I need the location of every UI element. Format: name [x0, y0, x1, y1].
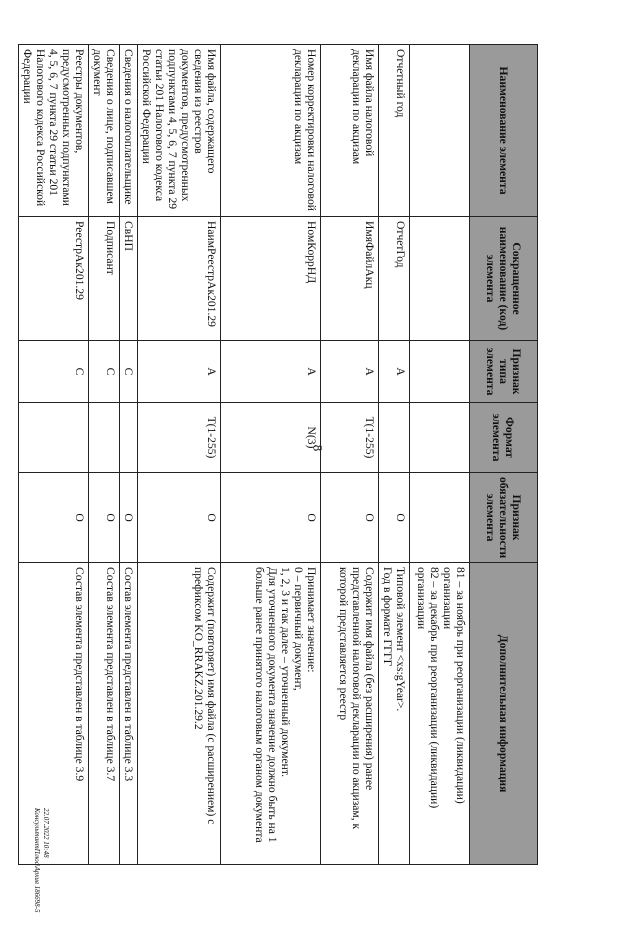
cell-info: Состав элемента представлен в таблице 3.9	[19, 563, 89, 865]
cell-req: О	[89, 473, 120, 563]
table-row	[379, 45, 410, 865]
table-header-row	[470, 45, 538, 865]
table-row	[120, 45, 138, 865]
cell-code: ОтчетГод	[379, 217, 410, 341]
cell-type	[410, 341, 470, 403]
cell-req: О	[321, 473, 379, 563]
footer-line1: 22.07.2022 10:48	[42, 808, 50, 858]
cell-req: О	[379, 473, 410, 563]
table-row	[321, 45, 379, 865]
header-name: Наименование элемента	[470, 45, 538, 217]
cell-req: О	[221, 473, 321, 563]
cell-code	[410, 217, 470, 341]
cell-format: N(3)	[221, 403, 321, 473]
footer-stamp	[32, 808, 50, 938]
cell-format	[410, 403, 470, 473]
table-row	[19, 45, 89, 865]
cell-req: О	[120, 473, 138, 563]
header-required: Признак обязательности элемента	[470, 473, 538, 563]
cell-code: ИмяФайлАкц	[321, 217, 379, 341]
table-row	[410, 45, 470, 865]
cell-name: Номер корректировки налоговой декларации по акцизам	[221, 45, 321, 217]
header-type: Признак типа элемента	[470, 341, 538, 403]
cell-code: СвНП	[120, 217, 138, 341]
cell-info: Содержит (повторяет) имя файла (с расширением) с префиксом KO_RRAKZ.201.29.2	[138, 563, 221, 865]
cell-type: A	[138, 341, 221, 403]
cell-code: Подписант	[89, 217, 120, 341]
cell-format	[120, 403, 138, 473]
cell-format	[379, 403, 410, 473]
page-number: 8	[310, 444, 326, 452]
cell-req: О	[138, 473, 221, 563]
cell-name: Отчетный год	[379, 45, 410, 217]
cell-info: Принимает значение: 0 – первичный документ, 1, 2, 3 и так далее – уточненный документ. Для уточненного документа значение должно быть на 1 больше ранее принятого налоговым органом документа	[221, 563, 321, 865]
cell-req	[410, 473, 470, 563]
cell-info: 81 – за ноябрь при реорганизации (ликвидации) организации 82 – за декабрь при реорганизации (ликвидации) организации	[410, 563, 470, 865]
elements-table	[18, 44, 538, 865]
cell-type: A	[321, 341, 379, 403]
cell-format	[19, 403, 89, 473]
table-row	[89, 45, 120, 865]
cell-code: РеестрАк201.29	[19, 217, 89, 341]
header-info: Дополнительная информация	[470, 563, 538, 865]
table-row	[138, 45, 221, 865]
cell-name: Имя файла, содержащего сведения из реестров документов, предусмотренных подпунктами 4, 5, 6, 7 пункта 29 статьи 201 Налогового кодекса Российской Федерации	[138, 45, 221, 217]
cell-name: Сведения о налогоплательщике	[120, 45, 138, 217]
footer-line2: КонсультантПлюс\Архив 186698-5	[33, 808, 41, 913]
cell-code: НаимРеестрАк201.29	[138, 217, 221, 341]
cell-name: Реестры документов, предусмотренных подпунктами 4, 5, 6, 7 пункта 29 статьи 201 Налогового кодекса Российской Федерации	[19, 45, 89, 217]
cell-name: Имя файла налоговой декларации по акцизам	[321, 45, 379, 217]
cell-name	[410, 45, 470, 217]
cell-format: T(1-255)	[138, 403, 221, 473]
cell-info: Состав элемента представлен в таблице 3.7	[89, 563, 120, 865]
cell-type: С	[120, 341, 138, 403]
cell-type: С	[19, 341, 89, 403]
cell-code: НомКоррНД	[221, 217, 321, 341]
cell-type: С	[89, 341, 120, 403]
cell-req: О	[19, 473, 89, 563]
cell-info: Содержит имя файла (без расширения) ранее представленной налоговой декларации по акцизам, к которой представляется реестр	[321, 563, 379, 865]
cell-info: Типовой элемент <xs:gYear>. Год в формате ГГГГ	[379, 563, 410, 865]
cell-format: T(1-255)	[321, 403, 379, 473]
table-row	[221, 45, 321, 865]
header-format: Формат элемента	[470, 403, 538, 473]
cell-type: A	[379, 341, 410, 403]
cell-name: Сведения о лице, подписавшем документ	[89, 45, 120, 217]
header-code: Сокращенное наименование (код) элемента	[470, 217, 538, 341]
cell-format	[89, 403, 120, 473]
cell-type: A	[221, 341, 321, 403]
cell-info: Состав элемента представлен в таблице 3.3	[120, 563, 138, 865]
